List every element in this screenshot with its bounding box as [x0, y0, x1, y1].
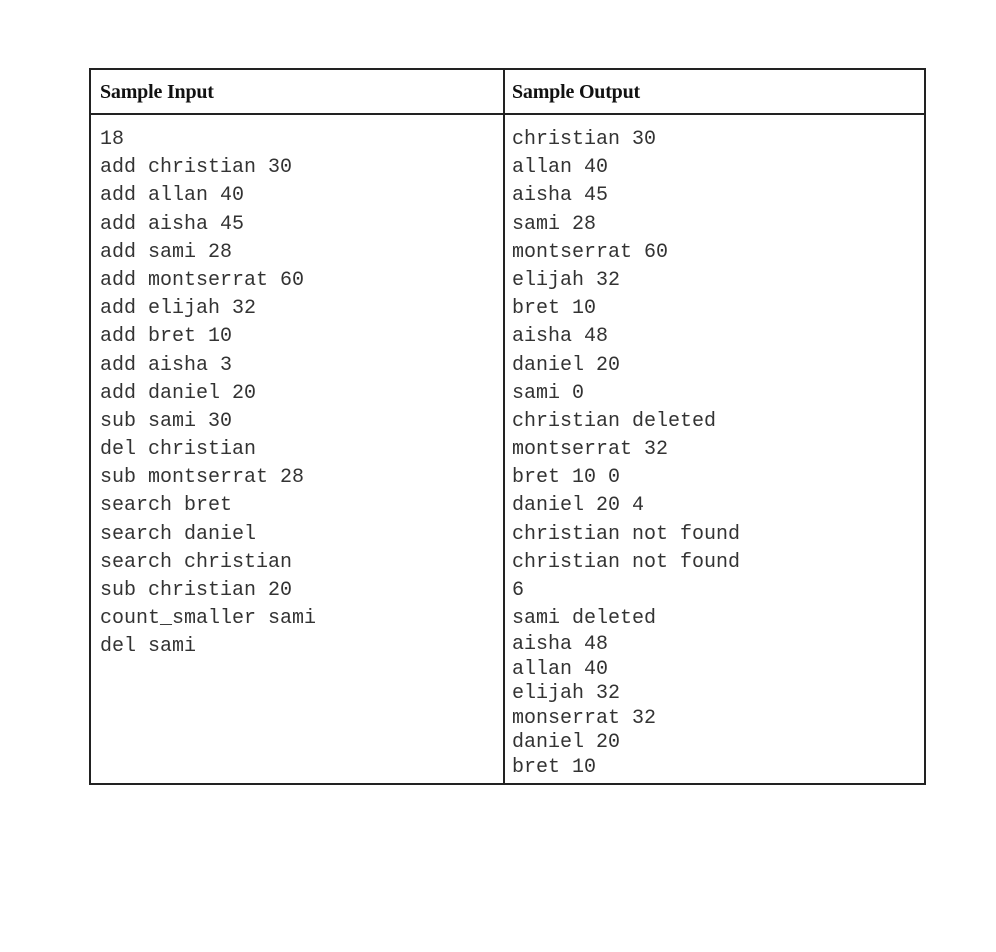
- output-line: elijah 32: [512, 268, 621, 292]
- sample-input-header: Sample Input: [100, 81, 214, 103]
- output-line: montserrat 60: [512, 240, 669, 264]
- output-line: aisha 48: [512, 325, 609, 349]
- input-line: add montserrat 60: [100, 268, 305, 292]
- output-line: sami deleted: [512, 607, 657, 631]
- column-divider: [503, 70, 505, 783]
- output-line: bret 10 0: [512, 466, 621, 490]
- output-line: montserrat 32: [512, 438, 669, 462]
- input-line: add bret 10: [100, 325, 233, 349]
- output-line: bret 10: [512, 297, 597, 321]
- input-line: search daniel: [100, 522, 257, 546]
- table-header-row: [91, 70, 924, 115]
- output-line: christian deleted: [512, 409, 717, 433]
- output-line: daniel 20: [512, 731, 621, 755]
- input-line: sub montserrat 28: [100, 466, 305, 490]
- input-line: add christian 30: [100, 156, 293, 180]
- input-line: add allan 40: [100, 184, 245, 208]
- input-line: add daniel 20: [100, 381, 257, 405]
- output-line: daniel 20 4: [512, 494, 645, 518]
- output-line: daniel 20: [512, 353, 621, 377]
- input-line: count_smaller sami: [100, 607, 317, 631]
- output-line: allan 40: [512, 657, 609, 681]
- output-line: sami 28: [512, 212, 597, 236]
- input-line: add elijah 32: [100, 297, 257, 321]
- input-line: add sami 28: [100, 240, 233, 264]
- input-line: search bret: [100, 494, 233, 518]
- sample-input-cell: [100, 126, 316, 662]
- input-line: sub christian 20: [100, 579, 293, 602]
- input-line: del sami: [100, 635, 197, 659]
- output-line: christian 30: [512, 128, 657, 151]
- sample-output-header: Sample Output: [512, 81, 640, 103]
- input-line: add aisha 3: [100, 353, 233, 377]
- sample-io-table: [89, 68, 926, 785]
- sample-output-cell: [512, 126, 740, 780]
- input-line: 18: [100, 128, 125, 151]
- output-line: aisha 45: [512, 184, 609, 208]
- input-line: del christian: [100, 438, 257, 462]
- input-line: search christian: [100, 550, 293, 574]
- input-line: add aisha 45: [100, 212, 245, 236]
- output-line: bret 10: [512, 755, 597, 779]
- output-line: aisha 48: [512, 633, 609, 657]
- output-line: 6: [512, 579, 525, 602]
- output-line: christian not found: [512, 522, 741, 546]
- input-line: sub sami 30: [100, 409, 233, 433]
- output-line: monserrat 32: [512, 706, 657, 730]
- output-line: sami 0: [512, 381, 585, 405]
- output-line: allan 40: [512, 156, 609, 180]
- output-line: christian not found: [512, 550, 741, 574]
- output-line: elijah 32: [512, 682, 621, 706]
